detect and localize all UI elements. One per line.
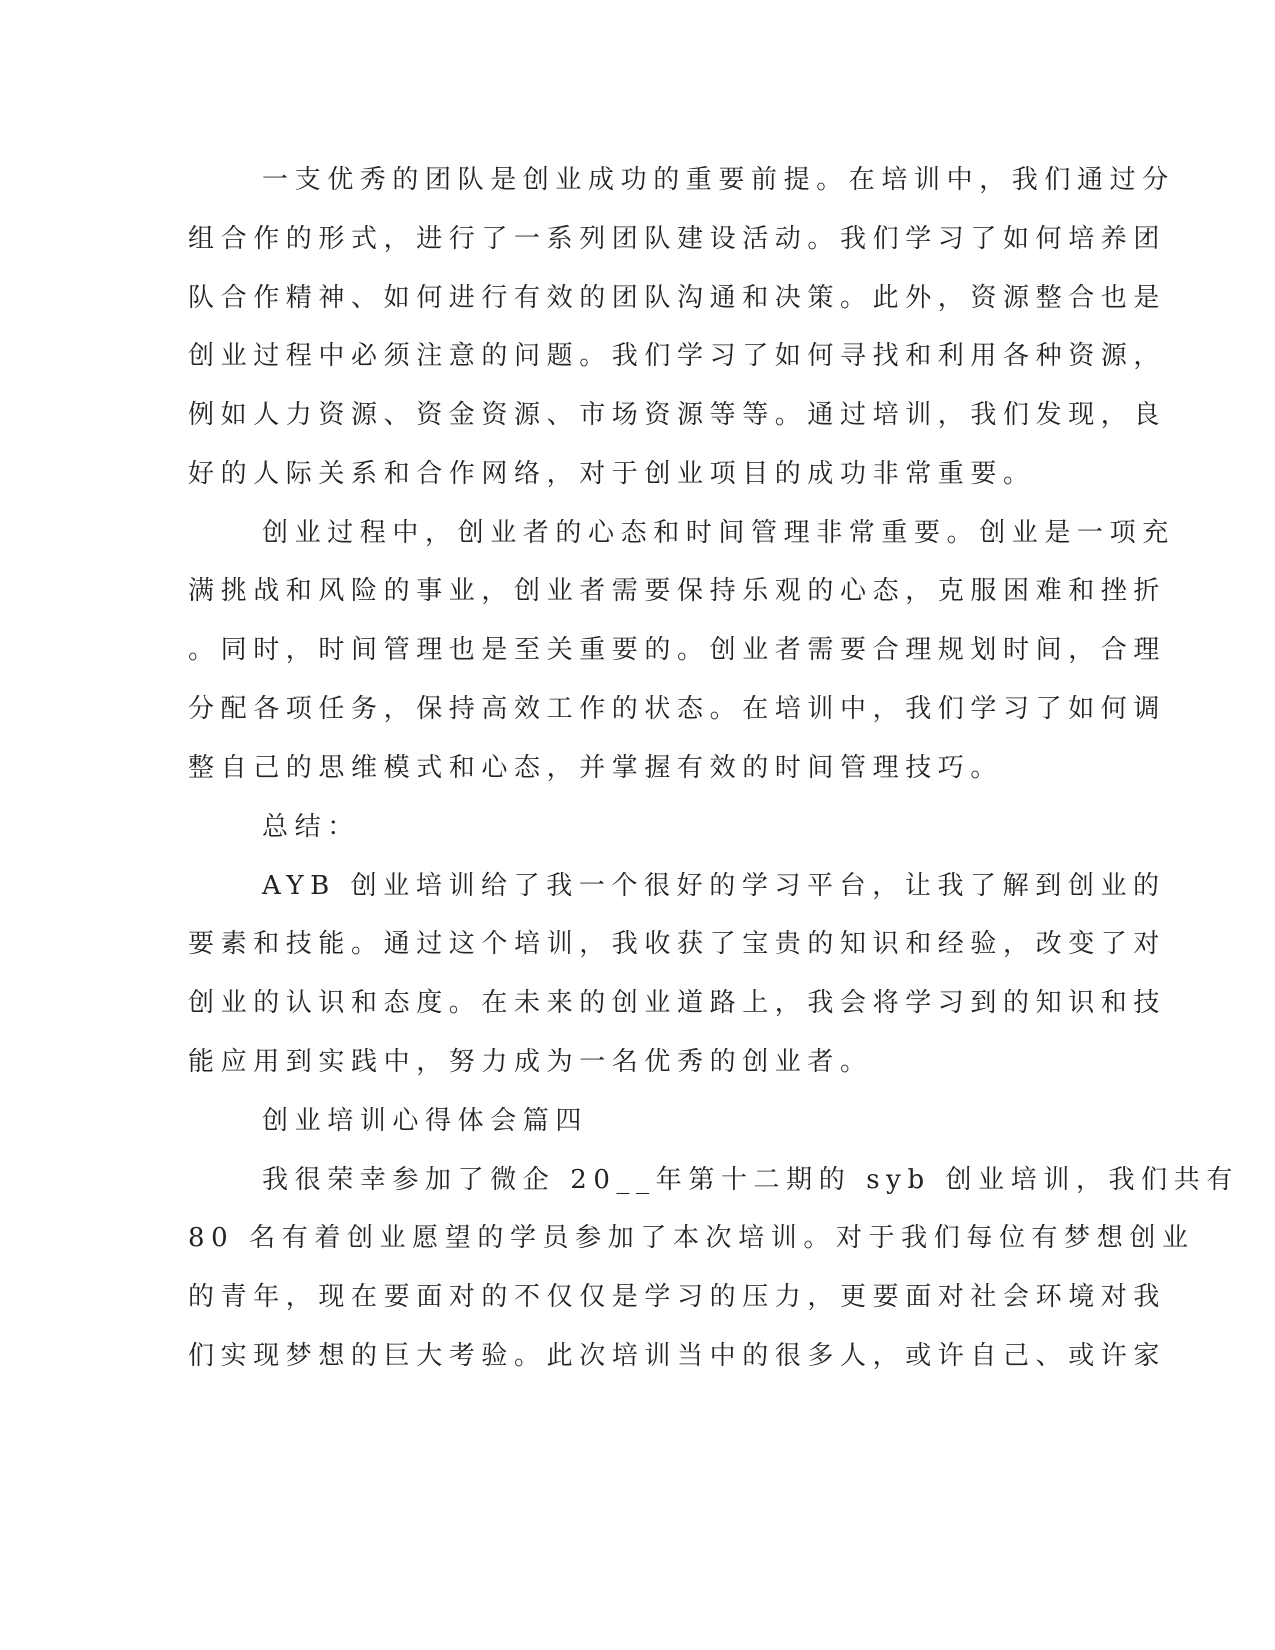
- paragraph-mindset-line-5: 整自己的思维模式和心态，并掌握有效的时间管理技巧。: [188, 753, 1004, 783]
- paragraph-mindset-line-4: 分配各项任务，保持高效工作的状态。在培训中，我们学习了如何调: [188, 694, 1167, 724]
- paragraph-summary-line-2: 要素和技能。通过这个培训，我收获了宝贵的知识和经验，改变了对: [188, 929, 1167, 959]
- paragraph-syb-line-2: 80 名有着创业愿望的学员参加了本次培训。对于我们每位有梦想创业: [188, 1223, 1195, 1253]
- paragraph-mindset-line-3: 。同时，时间管理也是至关重要的。创业者需要合理规划时间，合理: [188, 635, 1167, 665]
- paragraph-summary-line-4: 能应用到实践中，努力成为一名优秀的创业者。: [188, 1047, 873, 1077]
- paragraph-team-line-3: 队合作精神、如何进行有效的团队沟通和决策。此外，资源整合也是: [188, 283, 1167, 313]
- paragraph-team-line-1: 一支优秀的团队是创业成功的重要前提。在培训中，我们通过分: [262, 165, 1175, 195]
- paragraph-team-line-6: 好的人际关系和合作网络，对于创业项目的成功非常重要。: [188, 459, 1036, 489]
- summary-heading: 总结：: [262, 812, 360, 842]
- section-title-part-four: 创业培训心得体会篇四: [262, 1106, 589, 1136]
- paragraph-team-line-2: 组合作的形式，进行了一系列团队建设活动。我们学习了如何培养团: [188, 224, 1167, 254]
- paragraph-summary-line-3: 创业的认识和态度。在未来的创业道路上，我会将学习到的知识和技: [188, 988, 1167, 1018]
- paragraph-summary-line-1: AYB 创业培训给了我一个很好的学习平台，让我了解到创业的: [262, 871, 1166, 901]
- paragraph-team-line-5: 例如人力资源、资金资源、市场资源等等。通过培训，我们发现，良: [188, 400, 1167, 430]
- paragraph-syb-line-1: 我很荣幸参加了微企 20__年第十二期的 syb 创业培训，我们共有: [262, 1165, 1239, 1195]
- paragraph-mindset-line-2: 满挑战和风险的事业，创业者需要保持乐观的心态，克服困难和挫折: [188, 576, 1167, 606]
- paragraph-syb-line-4: 们实现梦想的巨大考验。此次培训当中的很多人，或许自己、或许家: [188, 1341, 1167, 1371]
- paragraph-team-line-4: 创业过程中必须注意的问题。我们学习了如何寻找和利用各种资源，: [188, 341, 1167, 371]
- paragraph-syb-line-3: 的青年，现在要面对的不仅仅是学习的压力，更要面对社会环境对我: [188, 1282, 1167, 1312]
- paragraph-mindset-line-1: 创业过程中，创业者的心态和时间管理非常重要。创业是一项充: [262, 518, 1175, 548]
